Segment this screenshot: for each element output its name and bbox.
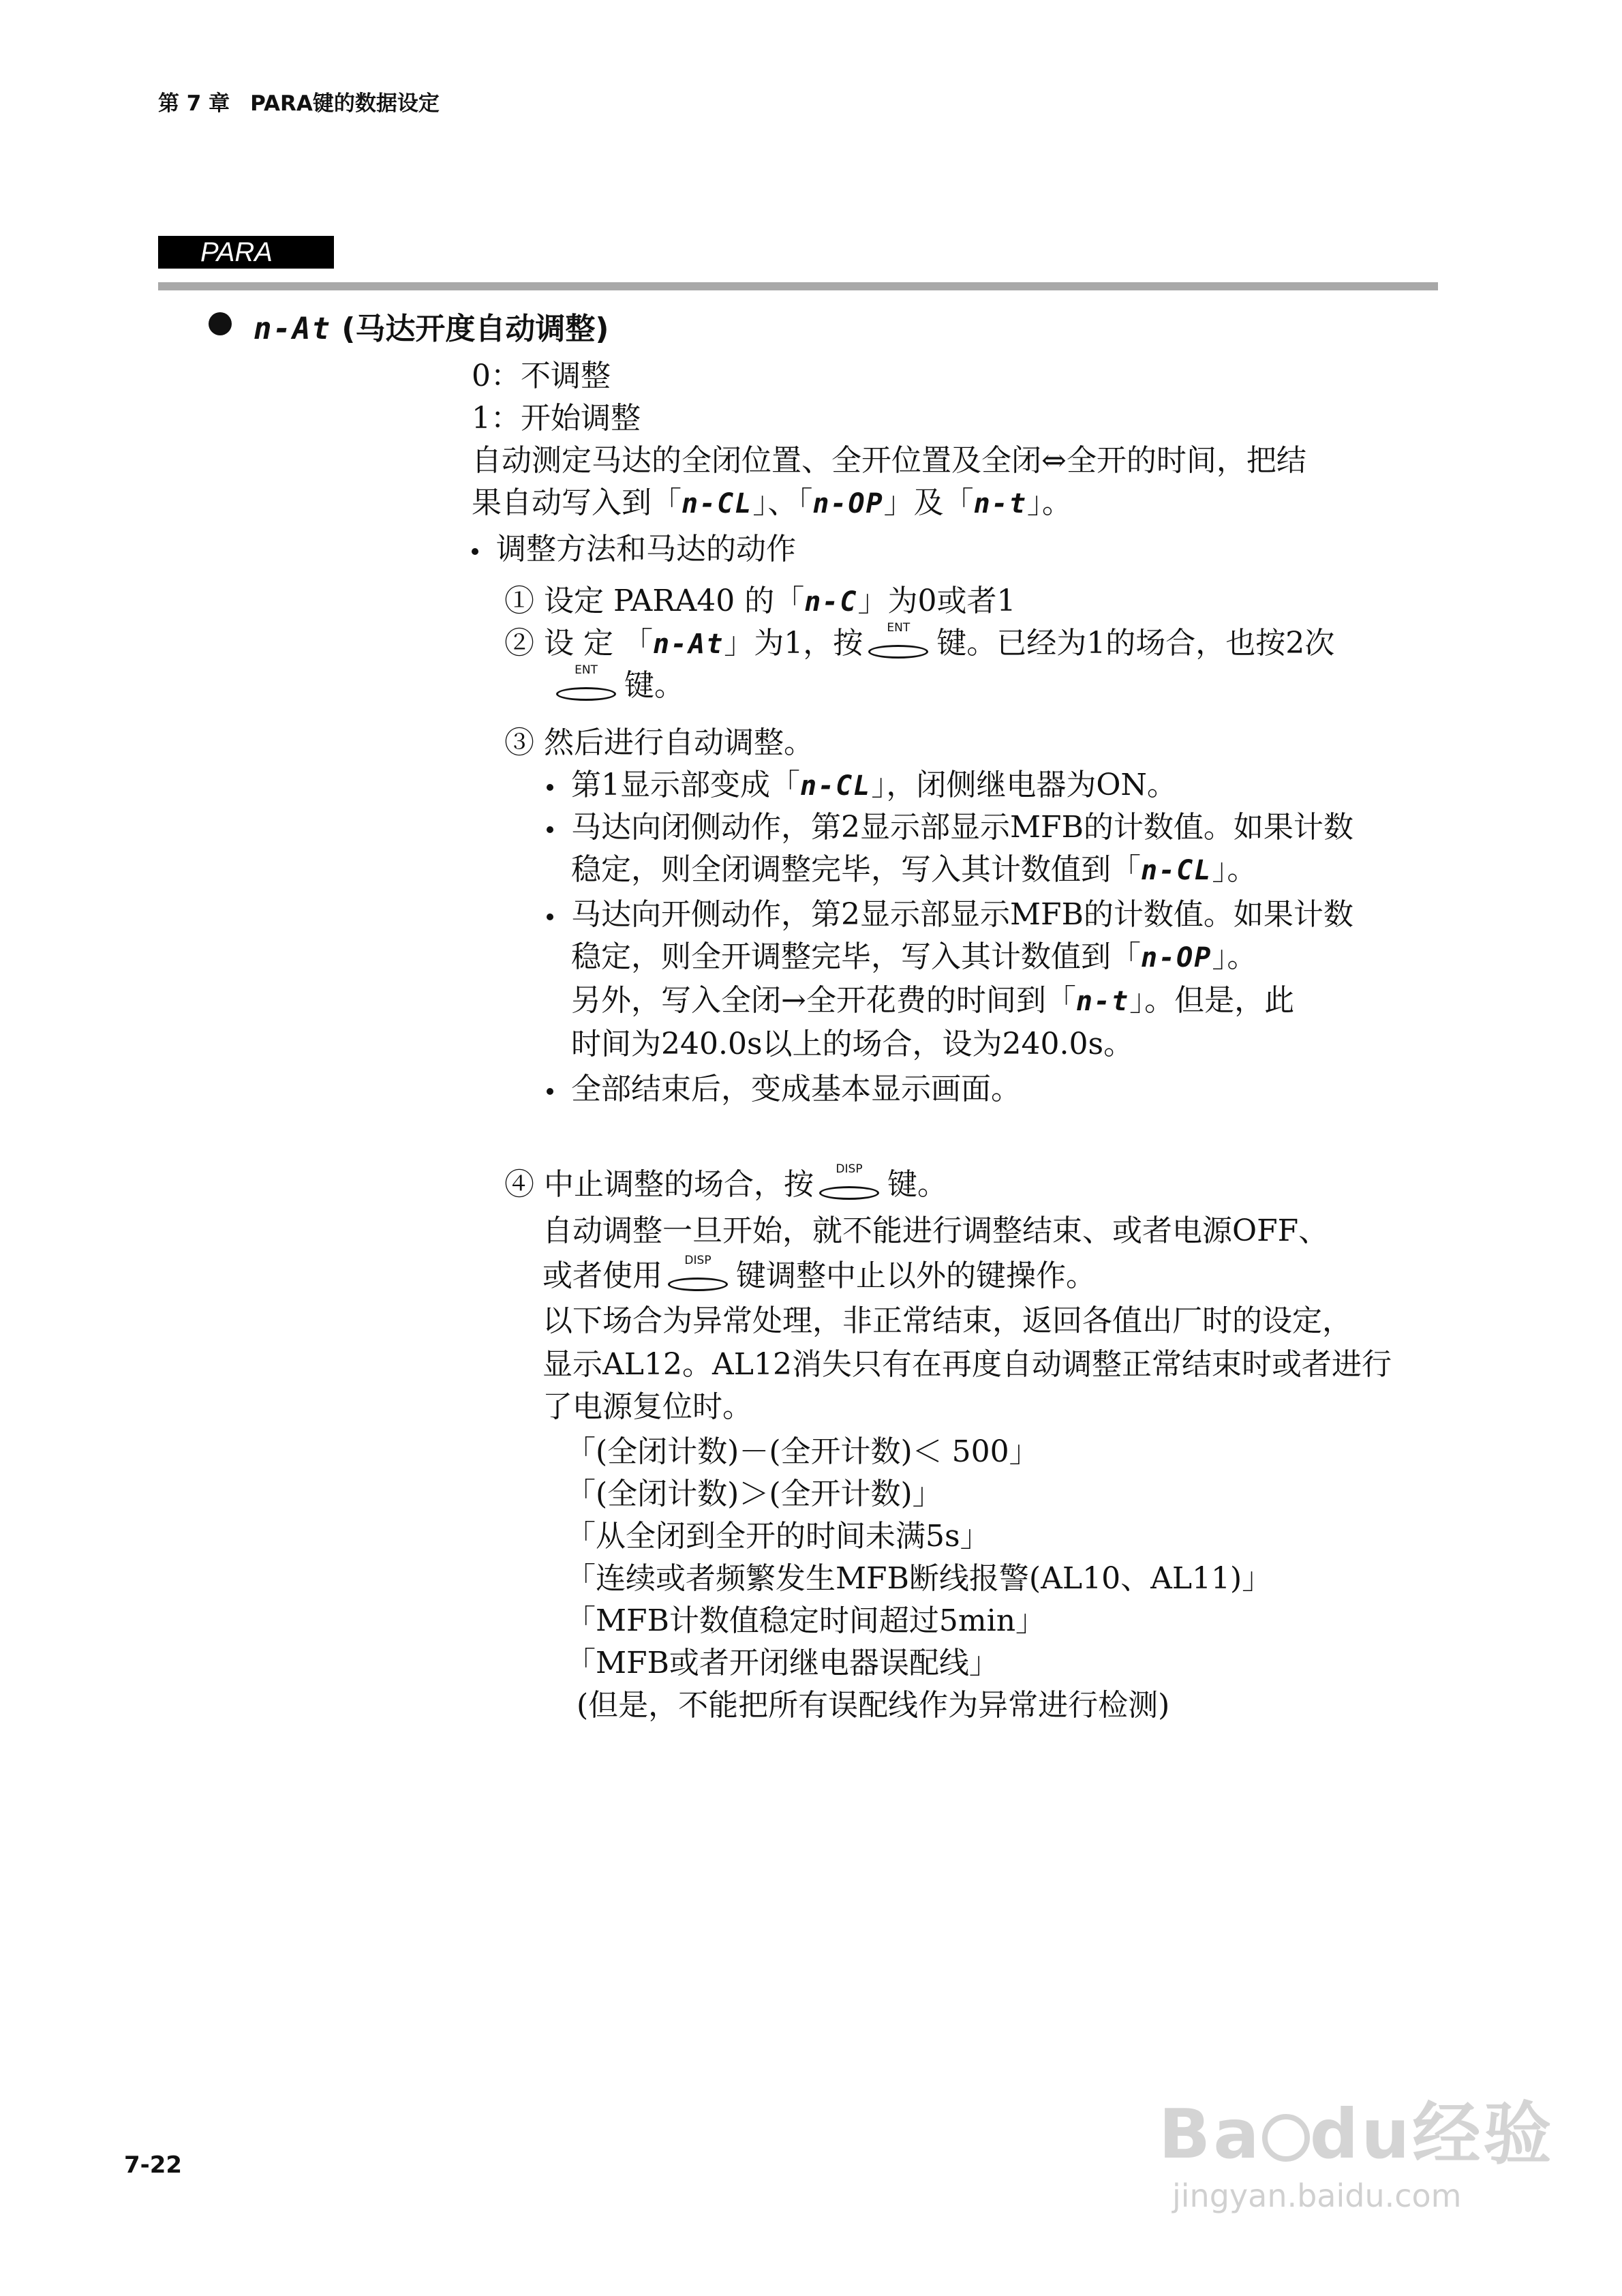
step-3: ③ 然后进行自动调整。 [504, 725, 814, 760]
step-2-line-1 [504, 622, 1334, 666]
step-3-bullet-1 [547, 764, 1177, 808]
text: 」，闭侧继电器为ON。 [871, 768, 1177, 802]
section-divider [158, 282, 1438, 290]
segment-code: n-OP [1141, 942, 1212, 973]
step-4 [504, 1163, 947, 1207]
segment-code: n-OP [812, 488, 884, 519]
method-title [472, 528, 796, 571]
watermark-logo [1159, 2079, 1554, 2177]
text: 稳定，则全闭调整完毕，写入其计数值到「 [571, 852, 1141, 887]
paw-icon [1262, 2114, 1310, 2162]
ent-key-icon [556, 663, 619, 701]
text: 」为1，按 [724, 626, 863, 661]
text: 键调整中止以外的键操作。 [736, 1258, 1096, 1293]
text: 键。 [887, 1167, 947, 1202]
method-title-text: 调整方法和马达的动作 [496, 532, 796, 567]
bullet-dot [472, 548, 478, 555]
step-1 [504, 579, 1015, 624]
step-3-bullet-3-line-4: 时间为240.0s以上的场合，设为240.0s。 [571, 1027, 1134, 1061]
condition-item: 「MFB或者开闭继电器误配线」 [566, 1646, 999, 1680]
text: 」。但是，此 [1129, 983, 1295, 1018]
bullet-dot [547, 826, 553, 833]
text: 」、「 [752, 485, 813, 520]
text: 」。 [1212, 852, 1257, 887]
step-3-bullet-3-line-2 [571, 935, 1257, 980]
key-shape [668, 1278, 728, 1291]
step-3-bullet-3-line-3 [571, 979, 1294, 1023]
step-2-line-2 [551, 664, 684, 708]
segment-code: n-C [804, 586, 858, 618]
segment-code: n-CL [1141, 855, 1212, 886]
text: 果自动写入到「 [472, 485, 682, 520]
desc-line-1: 自动测定马达的全闭位置、全开位置及全闭⇔全开的时间，把结 [472, 443, 1306, 478]
text: 马达向开侧动作，第2显示部显示MFB的计数值。如果计数 [571, 897, 1353, 932]
step-4-para-4: 显示AL12。AL12消失只有在再度自动调整正常结束时或者进行 [542, 1347, 1392, 1382]
segment-code: n-t [973, 488, 1027, 519]
text: ② 设 定 「 [504, 626, 653, 661]
bullet-dot [547, 913, 553, 920]
key-caption: ENT [575, 663, 598, 677]
section-heading [254, 304, 609, 348]
segment-code: n-CL [682, 488, 753, 519]
text: 第1显示部变成「 [571, 768, 800, 802]
text: 经验 [1412, 2094, 1555, 2174]
step-3-bullet-2-line-2 [571, 848, 1257, 892]
bullet-dot [547, 784, 553, 791]
text: 稳定，则全开调整完毕，写入其计数值到「 [571, 939, 1141, 974]
baidu-watermark [1159, 2079, 1554, 2214]
key-caption: DISP [684, 1254, 711, 1267]
key-shape [819, 1186, 879, 1200]
condition-item: 「(全闭计数)＞(全开计数)」 [566, 1477, 943, 1511]
watermark-url: jingyan.baidu.com [1172, 2177, 1462, 2214]
condition-note: (但是，不能把所有误配线作为异常进行检测) [577, 1688, 1170, 1723]
step-3-bullet-4 [547, 1068, 1021, 1111]
segment-code: n-CL [800, 770, 872, 802]
key-shape [868, 645, 928, 659]
text: ④ 中止调整的场合，按 [504, 1167, 814, 1202]
text: 全部结束后，变成基本显示画面。 [571, 1072, 1021, 1106]
chapter-label: 第 7 章 [158, 91, 230, 116]
chapter-title: PARA键的数据设定 [250, 91, 440, 116]
ent-key-icon [868, 621, 931, 659]
key-caption: ENT [887, 621, 911, 635]
segment-code: n-t [1075, 986, 1130, 1017]
text: 另外，写入全闭→全开花费的时间到「 [571, 983, 1076, 1018]
disp-key-icon [668, 1254, 731, 1291]
text: du [1309, 2094, 1413, 2174]
text: 」。 [1212, 939, 1257, 974]
key-caption: DISP [836, 1162, 863, 1176]
option-0: 0：不调整 [472, 359, 611, 393]
disp-key-icon [819, 1162, 882, 1200]
desc-line-2 [472, 481, 1072, 526]
bullet-dot [547, 1088, 553, 1095]
step-3-bullet-2-line-1 [547, 806, 1353, 849]
chapter-header [158, 86, 440, 117]
text: 」为0或者1 [857, 584, 1016, 618]
step-4-para-2 [542, 1254, 1096, 1298]
text: 」。 [1026, 485, 1072, 520]
option-1: 1：开始调整 [472, 401, 641, 436]
step-4-para-5: 了电源复位时。 [542, 1389, 752, 1424]
step-3-bullet-3-line-1 [547, 893, 1353, 937]
text: 键。已经为1的场合，也按2次 [936, 626, 1335, 661]
step-4-para-1: 自动调整一旦开始，就不能进行调整结束、或者电源OFF、 [542, 1213, 1329, 1248]
condition-item: 「MFB计数值稳定时间超过5min」 [566, 1603, 1046, 1638]
page-number: 7-22 [124, 2151, 183, 2179]
key-shape [556, 687, 616, 701]
text: ① 设定 PARA40 的「 [504, 584, 805, 618]
text: 」及「 [883, 485, 974, 520]
segment-code: n-At [254, 312, 331, 346]
text: 键。 [624, 668, 684, 703]
text: 马达向闭侧动作，第2显示部显示MFB的计数值。如果计数 [571, 810, 1353, 845]
segment-code: n-At [652, 629, 724, 660]
text: 或者使用 [542, 1258, 662, 1293]
step-4-para-3: 以下场合为异常处理，非正常结束，返回各值出厂时的设定， [542, 1303, 1352, 1338]
heading-bullet [209, 312, 232, 335]
condition-item: 「(全闭计数)－(全开计数)＜ 500」 [566, 1434, 1039, 1469]
condition-item: 「连续或者频繁发生MFB断线报警(AL10、AL11)」 [566, 1561, 1272, 1596]
text: Ba [1159, 2094, 1262, 2174]
section-title: (马达开度自动调整) [341, 312, 609, 346]
para-tag: PARA [158, 236, 334, 269]
condition-item: 「从全闭到全开的时间未满5s」 [566, 1519, 990, 1554]
